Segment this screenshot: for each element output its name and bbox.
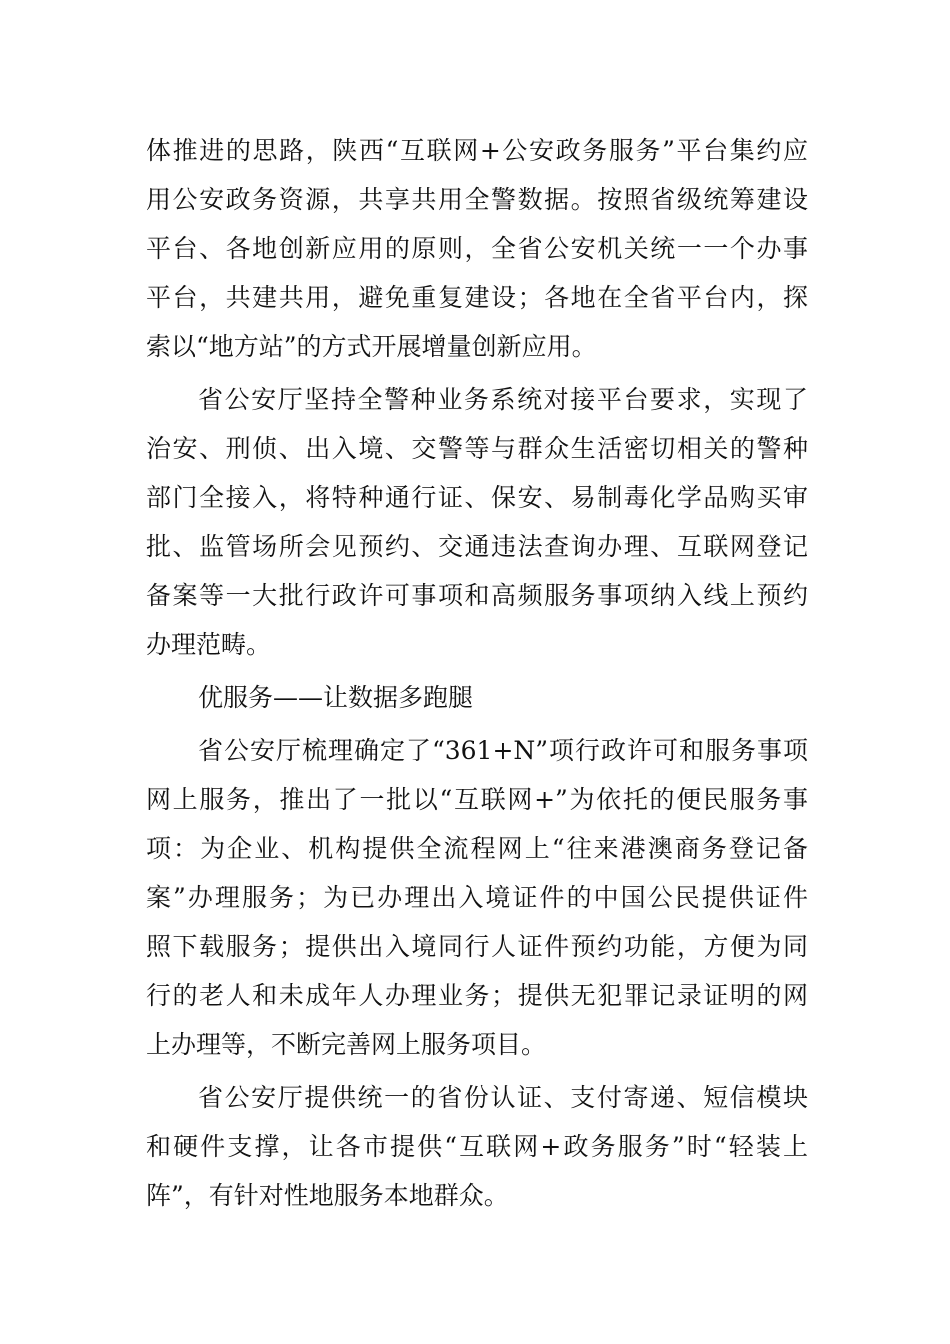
document-body: [146, 126, 808, 1220]
paragraph-1: [146, 126, 808, 371]
paragraph-line: 案”办理服务；为已办理出入境证件的中国公民提供证件: [146, 883, 808, 912]
paragraph-line: 部门全接入，将特种通行证、保安、易制毒化学品购买审: [146, 483, 808, 512]
paragraph-line: 体推进的思路，陕西“互联网+公安政务服务”平台集约应: [146, 136, 808, 165]
paragraph-line: 省公安厅梳理确定了“361+N”项行政许可和服务事项: [198, 736, 808, 765]
paragraph-line: 和硬件支撑，让各市提供“互联网+政务服务”时“轻装上: [146, 1132, 808, 1161]
paragraph-line: 项：为企业、机构提供全流程网上“往来港澳商务登记备: [146, 834, 808, 863]
paragraph-line: 索以“地方站”的方式开展增量创新应用。: [146, 332, 597, 361]
section-heading-text: 优服务——让数据多跑腿: [198, 683, 474, 712]
paragraph-4: [146, 1073, 808, 1220]
paragraph-line: 网上服务，推出了一批以“互联网+”为依托的便民服务事: [146, 785, 808, 814]
paragraph-line: 备案等一大批行政许可事项和高频服务事项纳入线上预约: [146, 581, 808, 610]
paragraph-2: [146, 375, 808, 669]
paragraph-line: 用公安政务资源，共享共用全警数据。按照省级统筹建设: [146, 185, 808, 214]
paragraph-line: 平台、各地创新应用的原则，全省公安机关统一一个办事: [146, 234, 808, 263]
paragraph-line: 省公安厅坚持全警种业务系统对接平台要求，实现了: [198, 385, 808, 414]
paragraph-line: 照下载服务；提供出入境同行人证件预约功能，方便为同: [146, 932, 808, 961]
paragraph-3: [146, 726, 808, 1069]
section-heading: [146, 673, 808, 722]
paragraph-line: 批、监管场所会见预约、交通违法查询办理、互联网登记: [146, 532, 808, 561]
paragraph-line: 办理范畴。: [146, 630, 272, 659]
paragraph-line: 省公安厅提供统一的省份认证、支付寄递、短信模块: [198, 1083, 808, 1112]
paragraph-line: 阵”，有针对性地服务本地群众。: [146, 1181, 509, 1210]
paragraph-line: 行的老人和未成年人办理业务；提供无犯罪记录证明的网: [146, 981, 808, 1010]
paragraph-line: 上办理等，不断完善网上服务项目。: [146, 1030, 547, 1059]
paragraph-line: 治安、刑侦、出入境、交警等与群众生活密切相关的警种: [146, 434, 808, 463]
paragraph-line: 平台，共建共用，避免重复建设；各地在全省平台内，探: [146, 283, 808, 312]
